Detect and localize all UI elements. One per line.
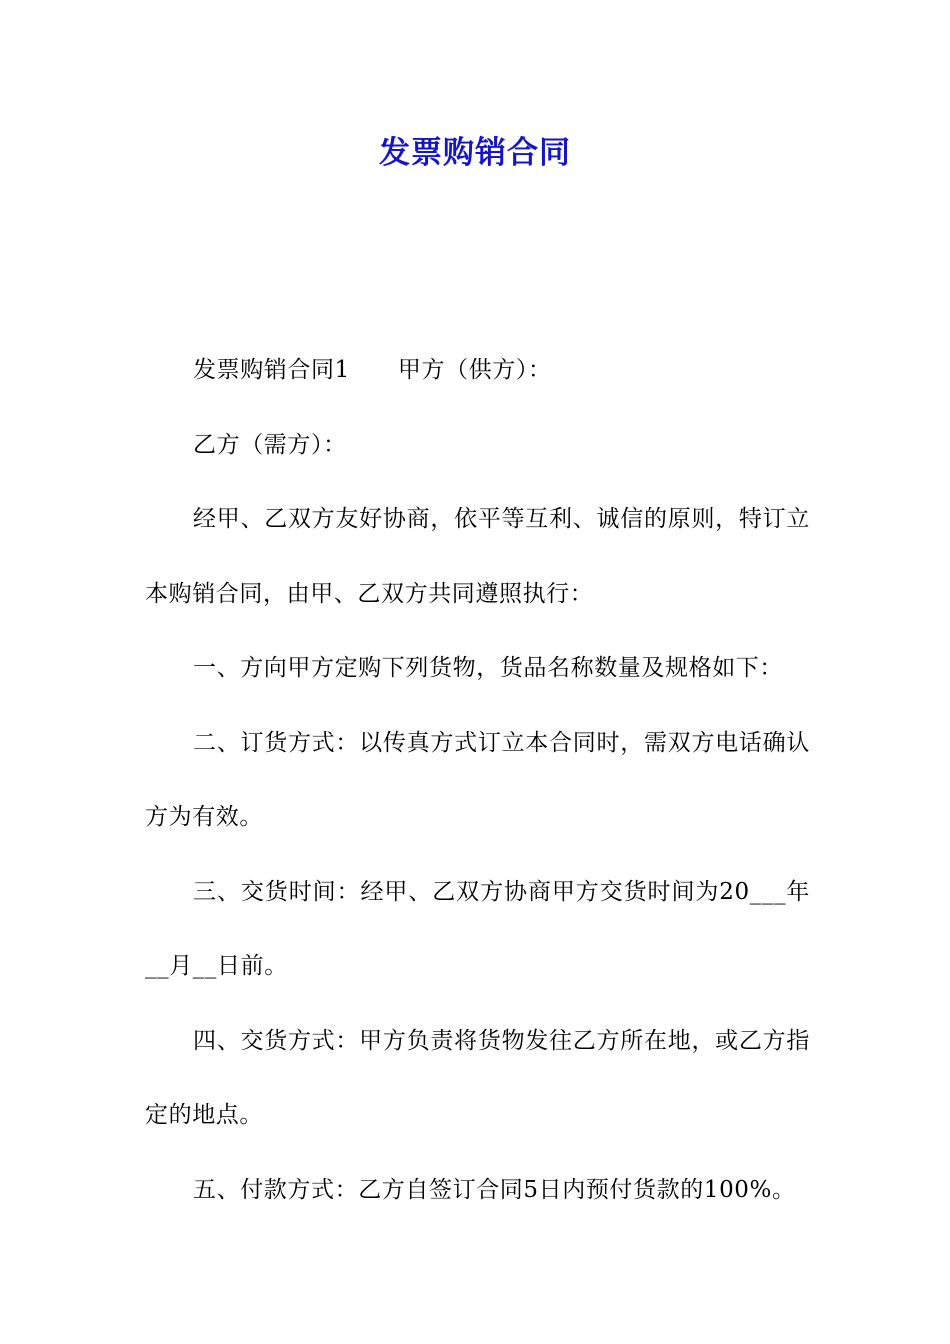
clause-3: 三、交货时间：经甲、乙双方协商甲方交货时间为20___年__月__日前。 xyxy=(145,878,810,979)
clause-4: 四、交货方式：甲方负责将货物发往乙方所在地，或乙方指定的地点。 xyxy=(145,1027,810,1128)
paragraph-heading-line xyxy=(145,333,810,408)
clause-1: 一、方向甲方定购下列货物，货品名称数量及规格如下： xyxy=(193,655,783,681)
party-b-label: 乙方（需方）： xyxy=(193,431,347,458)
document-title: 发票购销合同 xyxy=(379,135,571,171)
document-body xyxy=(145,333,810,1227)
party-a-label: 甲方（供方）： xyxy=(397,357,552,383)
paragraph-preamble: 经甲、乙双方友好协商，依平等互利、诚信的原则，特订立本购销合同，由甲、乙双方共同遵照执行： xyxy=(145,506,810,607)
contract-number-label: 发票购销合同1 xyxy=(193,357,350,383)
clause-5: 五、付款方式：乙方自签订合同5日内预付货款的100%。 xyxy=(193,1176,796,1203)
clause-2: 二、订货方式：以传真方式订立本合同时，需双方电话确认方为有效。 xyxy=(145,729,810,830)
